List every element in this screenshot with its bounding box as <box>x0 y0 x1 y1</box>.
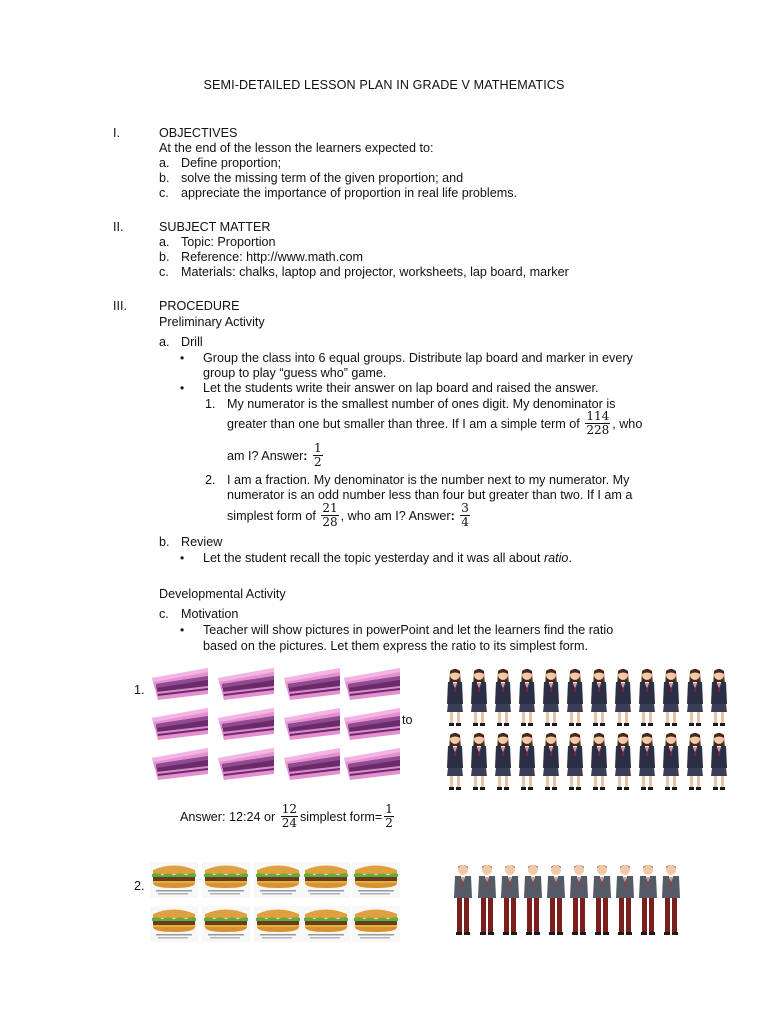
cake-image <box>344 748 400 780</box>
q1-frac-den: 228 <box>586 423 610 437</box>
schoolgirl-row-2 <box>447 733 727 790</box>
q2-line3 <box>227 502 472 529</box>
cake-image <box>218 668 274 700</box>
page-title: SEMI-DETAILED LESSON PLAN IN GRADE V MATHEMATICS <box>203 78 565 92</box>
drill-letter: a. <box>159 335 170 349</box>
review-bullet-post: . <box>568 551 572 565</box>
q1-ans-den: 2 <box>314 455 322 469</box>
objective-text-b: solve the missing term of the given proportion; and <box>181 171 464 185</box>
sandwich-grid <box>150 862 404 948</box>
q2-line2: numerator is an odd number less than four but greater than two. If I am a <box>227 488 633 502</box>
objective-text-c: appreciate the importance of proportion in real life problems. <box>181 186 518 200</box>
q1-ans-num: 1 <box>314 441 322 455</box>
picture1-frac-den: 24 <box>281 816 297 830</box>
review-bullet <box>203 551 572 565</box>
q2-line1: I am a fraction. My denominator is the number next to my numerator. My <box>227 473 630 487</box>
picture1-answer-fraction <box>281 803 298 830</box>
q1-answer-colon: : <box>303 448 308 463</box>
businessman-figures <box>454 865 680 935</box>
bullet-icon: • <box>180 623 185 637</box>
section-numeral-objectives: I. <box>113 126 120 140</box>
subject-letter-c: c. <box>159 265 169 279</box>
picture1-answer <box>180 803 396 830</box>
cake-image <box>344 708 400 740</box>
cake-image <box>218 708 274 740</box>
q2-fraction <box>321 502 338 529</box>
picture1-frac-num: 12 <box>281 802 297 816</box>
subject-text-a: Topic: Proportion <box>181 235 276 249</box>
section-heading-objectives: OBJECTIVES <box>159 126 238 140</box>
q2-frac-den: 28 <box>322 515 338 529</box>
businessmen-row <box>452 860 698 938</box>
bullet-icon: • <box>180 351 185 365</box>
picture1-simplest-fraction <box>384 803 394 830</box>
sandwich-row-1 <box>150 862 400 898</box>
cake-image <box>152 668 208 700</box>
motivation-letter: c. <box>159 607 169 621</box>
q1-fraction <box>585 410 610 437</box>
review-label: Review <box>181 535 223 549</box>
picture1-number: 1. <box>134 683 145 697</box>
section-heading-subject: SUBJECT MATTER <box>159 220 271 234</box>
objectives-intro: At the end of the lesson the learners expected to: <box>159 141 434 155</box>
sandwich-row-2 <box>150 906 400 942</box>
q2-ans-den: 4 <box>461 515 469 529</box>
q1-answer-label: am I? Answer <box>227 448 304 463</box>
subject-letter-b: b. <box>159 250 170 264</box>
q1-line2 <box>227 410 642 437</box>
drill-bullet1-line2: group to play “guess who” game. <box>203 366 387 380</box>
q1-frac-num: 114 <box>586 409 610 423</box>
preliminary-activity-label: Preliminary Activity <box>159 315 265 329</box>
cake-image <box>284 668 340 700</box>
cake-image <box>284 748 340 780</box>
motivation-bullet-line1: Teacher will show pictures in powerPoint and let the learners find the ratio <box>203 623 614 637</box>
q1-line2-text: greater than one but smaller than three. If I am a simple term of <box>227 416 580 431</box>
cake-image <box>152 748 208 780</box>
cake-grid <box>150 664 412 784</box>
subject-text-c: Materials: chalks, laptop and projector, worksheets, lap board, marker <box>181 265 569 279</box>
schoolgirl-row-1 <box>447 669 727 726</box>
drill-bullet1-line1: Group the class into 6 equal groups. Distribute lap board and marker in every <box>203 351 633 365</box>
picture1-simp-den: 2 <box>385 816 393 830</box>
section-heading-procedure: PROCEDURE <box>159 299 240 313</box>
picture1-to: to <box>402 713 413 727</box>
subject-text-b: Reference: http://www.math.com <box>181 250 363 264</box>
motivation-bullet-line2: based on the pictures. Let them express the ratio to its simplest form. <box>203 639 588 653</box>
section-numeral-procedure: III. <box>113 299 127 313</box>
objective-letter-c: c. <box>159 186 169 200</box>
cake-image <box>218 748 274 780</box>
cake-image <box>284 708 340 740</box>
q2-line3-post: , who am I? Answer <box>340 508 451 523</box>
q1-line1: My numerator is the smallest number of ones digit. My denominator is <box>227 397 616 411</box>
drill-label: Drill <box>181 335 203 349</box>
q2-number: 2. <box>205 473 216 487</box>
objective-text-a: Define proportion; <box>181 156 282 170</box>
picture1-answer-mid: simplest form= <box>300 809 383 824</box>
q1-number: 1. <box>205 397 216 411</box>
drill-bullet2: Let the students write their answer on lap board and raised the answer. <box>203 381 599 395</box>
q1-answer-fraction <box>313 442 323 469</box>
motivation-label: Motivation <box>181 607 239 621</box>
q2-answer-fraction <box>460 502 470 529</box>
picture2-number: 2. <box>134 879 145 893</box>
subject-letter-a: a. <box>159 235 170 249</box>
schoolgirls-grid <box>444 664 736 792</box>
review-letter: b. <box>159 535 170 549</box>
objective-letter-a: a. <box>159 156 170 170</box>
q2-frac-num: 21 <box>322 501 338 515</box>
picture1-answer-text: Answer: 12:24 or <box>180 809 276 824</box>
bullet-icon: • <box>180 551 185 565</box>
developmental-activity-label: Developmental Activity <box>159 587 286 601</box>
q2-line3-text: simplest form of <box>227 508 316 523</box>
review-bullet-text: Let the student recall the topic yesterday and it was all about <box>203 551 544 565</box>
q2-ans-num: 3 <box>461 501 469 515</box>
cake-image <box>344 668 400 700</box>
q1-line3 <box>227 442 325 469</box>
cake-image <box>152 708 208 740</box>
review-bullet-italic: ratio <box>543 551 569 565</box>
q2-answer-colon: : <box>450 508 455 523</box>
objective-letter-b: b. <box>159 171 170 185</box>
section-numeral-subject: II. <box>113 220 124 234</box>
q1-line2-post: , who <box>612 416 643 431</box>
bullet-icon: • <box>180 381 185 395</box>
picture1-simp-num: 1 <box>385 802 393 816</box>
